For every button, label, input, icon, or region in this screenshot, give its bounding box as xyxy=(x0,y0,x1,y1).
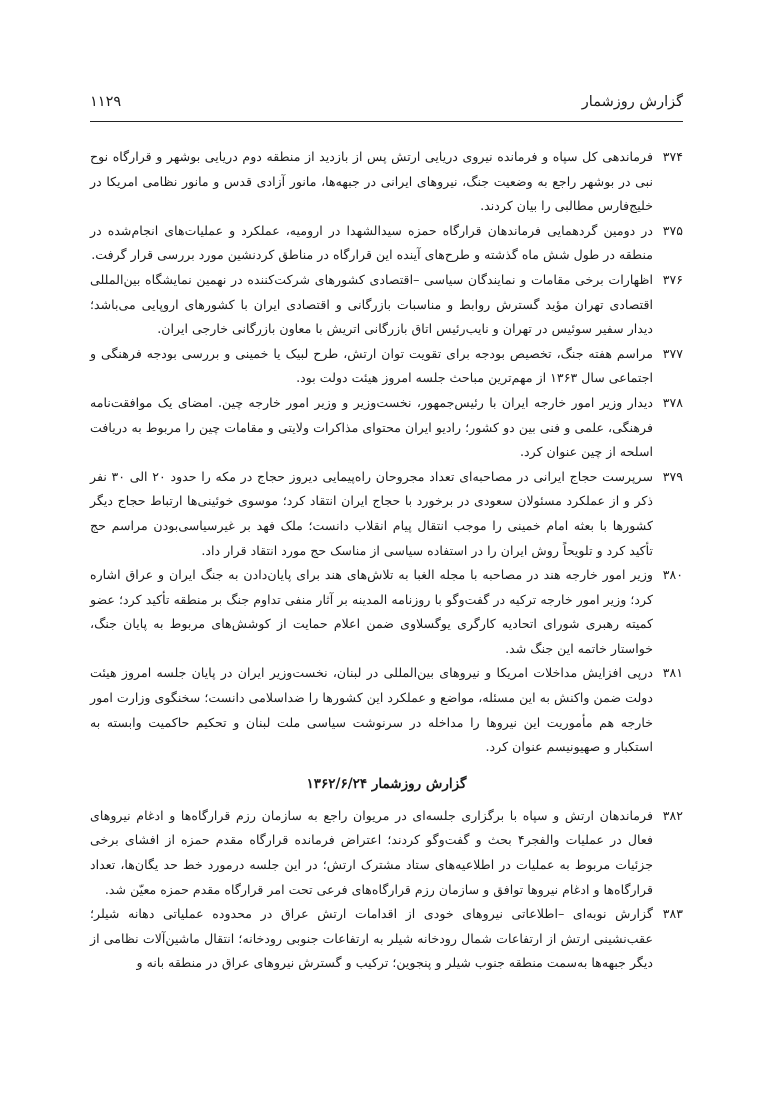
entry-text: دیدار وزیر امور خارجه ایران با رئیس‌جمهور، نخست‌وزیر و وزیر امور خارجه چین. امضای یک موافقت‌نامه فرهنگی، علمی و فنی بین دو کشور؛ رادیو ایران محتوای مذاکرات ولایتی و مقامات چین را مربوط به دریافت اسلحه از چین عنوان کرد. xyxy=(90,394,653,460)
report-entry xyxy=(90,219,683,268)
entry-text: وزیر امور خارجه هند در مصاحبه با مجله الغبا به تلاش‌های هند برای پایان‌دادن به جنگ ایران و عراق اشاره کرد؛ وزیر امور خارجه ترکیه در گفت‌وگو با روزنامه المدینه بر آثار منفی تداوم جنگ بر منطقه تأکید کرد؛ عضو کمیته رهبری شورای اتحادیه کارگری یوگسلاوی ضمن اعلام حمایت از کوشش‌های مربوط به پایان جنگ، خواستار خاتمه این جنگ شد. xyxy=(90,567,653,656)
report-entry xyxy=(90,804,683,902)
report-entry xyxy=(90,342,683,391)
entry-number: ۳۸۲ xyxy=(662,807,683,823)
entry-number: ۳۷۶ xyxy=(662,271,683,287)
report-entry xyxy=(90,563,683,661)
report-entry xyxy=(90,465,683,563)
report-entry xyxy=(90,268,683,342)
entry-number: ۳۷۸ xyxy=(662,394,683,410)
entry-number: ۳۷۷ xyxy=(662,345,683,361)
entry-text: در دومین گردهمایی فرماندهان قرارگاه حمزه سیدالشهدا در ارومیه، عملکرد و عملیات‌های انجام‌شده در منطقه در طول شش ماه گذشته و طرح‌های آینده این قرارگاه در مناطق کردنشین مورد بررسی قرار گرفت. xyxy=(90,222,653,263)
report-entry xyxy=(90,902,683,976)
page-body xyxy=(90,145,683,976)
header-rule xyxy=(90,121,683,122)
entry-text: گزارش نوبه‌ای –اطلاعاتی نیروهای خودی از اقدامات ارتش عراق در محدوده عملیاتی دهانه شیلر؛ عقب‌نشینی ارتش از ارتفاعات شمال رودخانه شیلر به ارتفاعات جنوبی رودخانه؛ انتقال ماشین‌آلات نظامی از دیگر جبهه‌ها به‌سمت منطقه جنوب شیلر و پنجوین؛ ترکیب و گسترش نیروهای عراق در منطقه بانه و xyxy=(90,906,653,971)
entry-number: ۳۸۰ xyxy=(662,567,683,583)
entry-text: سرپرست حجاج ایرانی در مصاحبه‌ای تعداد مجروحان راه‌پیمایی دیروز حجاج در مکه را حدود ۲۰ الی ۳۰ نفر ذکر و از عملکرد مسئولان سعودی در برخورد با حجاج ایران انتقاد کرد؛ موسوی خوئینی‌ها ارتباط حجاج دیگر کشورها با بعثه امام خمینی را موجب انتقال پیام انقلاب دانست؛ ملک فهد بر غیرسیاسی‌بودن مراسم حج تأکید کرد و تلویحاً روش ایران را در استفاده سیاسی از مناسک حج مورد انتقاد قرار داد. xyxy=(90,468,654,558)
section-heading: گزارش روزشمار ۱۳۶۲/۶/۲۴ xyxy=(306,775,467,792)
page-number: ۱۱۲۹ xyxy=(90,94,122,110)
entry-text: اظهارات برخی مقامات و نمایندگان سیاسی –اقتصادی کشورهای شرکت‌کننده در نهمین نمایشگاه بین‌المللی اقتصادی تهران مؤید گسترش روابط و مناسبات بازرگانی و اقتصادی ایران با کشورهای اروپایی می‌باشد؛ دیدار سفیر سوئیس در تهران و نایب‌رئیس اتاق بازرگانی اتریش با معاون بازرگانی خارجی ایران. xyxy=(90,271,653,337)
entry-number: ۳۸۳ xyxy=(662,906,683,922)
entry-text: مراسم هفته جنگ، تخصیص بودجه برای تقویت توان ارتش، طرح لبیک یا خمینی و بررسی بودجه فرهنگی و اجتماعی سال ۱۳۶۳ از مهم‌ترین مباحث جلسه امروز هیئت دولت بود. xyxy=(90,345,653,386)
page-header xyxy=(90,94,683,118)
entry-text: فرماندهان ارتش و سپاه با برگزاری جلسه‌ای در مریوان راجع به سازمان رزم قرارگاه‌ها و ادغام نیروهای فعال در عملیات والفجر۴ بحث و گفت‌وگو کردند؛ اعتراض فرمانده قرارگاه مقدم حمزه از افشای برخی جزئیات مربوط به عملیات در اطلاعیه‌های ستاد مشترک ارتش؛ در این جلسه درمورد خط حد یگان‌ها، تعداد قرارگاه‌ها و ادغام نیروها توافق و سازمان رزم قرارگاه‌های فرعی تحت امر قرارگاه مقدم حمزه معیّن شد. xyxy=(90,807,653,897)
entry-number: ۳۷۹ xyxy=(662,468,683,484)
report-entry xyxy=(90,391,683,465)
entry-text: درپی افزایش مداخلات امریکا و نیروهای بین‌المللی در لبنان، نخست‌وزیر ایران در پایان جلسه امروز هیئت دولت ضمن واکنش به این مسئله، مواضع و عملکرد این کشورها را ضداسلامی دانست؛ سخنگوی وزارت امور خارجه هم مأموریت این نیروها را مداخله در سرنوشت سیاسی ملت لبنان و تحکیم حاکمیت وابسته به استکبار و صهیونیسم عنوان کرد. xyxy=(90,665,653,755)
entry-text: فرماندهی کل سپاه و فرمانده نیروی دریایی ارتش پس از بازدید از منطقه دوم دریایی بوشهر و قرارگاه نوح نبی در بوشهر راجع به وضعیت جنگ، نیروهای ایرانی در جبهه‌ها، مانور آزادی قدس و مانور نظامی امریکا در خلیج‌فارس مطالبی را بیان کردند. xyxy=(90,149,653,214)
entries-list-b xyxy=(90,804,683,976)
entries-list-a xyxy=(90,145,683,760)
report-entry xyxy=(90,145,683,219)
entry-number: ۳۷۵ xyxy=(662,222,683,238)
running-title: گزارش روزشمار xyxy=(581,94,683,110)
entry-number: ۳۷۴ xyxy=(662,149,683,164)
report-entry xyxy=(90,661,683,759)
entry-number: ۳۸۱ xyxy=(662,665,683,681)
